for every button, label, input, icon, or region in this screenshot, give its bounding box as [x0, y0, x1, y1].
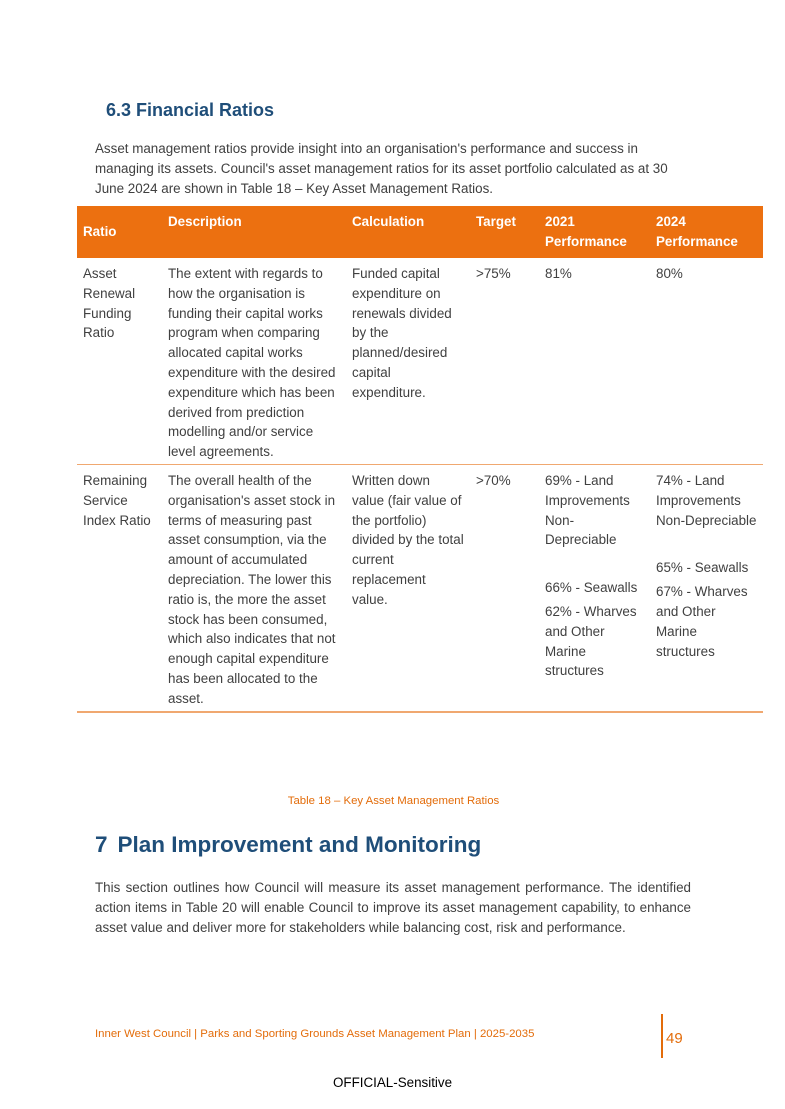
- cell-calculation: Written down value (fair value of the portfolio) divided by the total current replacement value.: [346, 464, 470, 711]
- cell-2021-performance: [539, 464, 650, 711]
- header-2021-performance: 2021 Performance: [539, 206, 650, 258]
- cell-calculation: Funded capital expenditure on renewals divided by the planned/desired capital expenditure.: [346, 258, 470, 464]
- perf-2024-land-improvements: 74% - Land Improvements Non-Depreciable: [656, 472, 757, 528]
- classification-label: OFFICIAL-Sensitive: [332, 1075, 453, 1090]
- perf-2024-value: 80%: [656, 266, 683, 281]
- cell-description: The extent with regards to how the organisation is funding their capital works program when comparing allocated capital works expenditure with the desired expenditure which has been derived from prediction modelling and/or service level agreements.: [162, 258, 346, 464]
- section7-title: Plan Improvement and Monitoring: [117, 832, 482, 857]
- table-row: [77, 258, 763, 464]
- header-calculation: Calculation: [346, 206, 470, 258]
- header-target: Target: [470, 206, 539, 258]
- cell-2021-performance: [539, 258, 650, 464]
- perf-2024-wharves: 67% - Wharves and Other Marine structures: [656, 584, 748, 659]
- table-caption: [0, 795, 785, 807]
- cell-target: >75%: [470, 258, 539, 464]
- cell-ratio: Remaining Service Index Ratio: [77, 464, 162, 711]
- header-2024-performance: 2024 Performance: [650, 206, 763, 258]
- cell-description: The overall health of the organisation's asset stock in terms of measuring past asset consumption, via the amount of accumulated depreciation. The lower this ratio is, the more the asset stock has been consumed, which also indicates that not enough capital expenditure has been allocated to the asset.: [162, 464, 346, 711]
- footer-divider: [661, 1014, 663, 1058]
- header-ratio: Ratio: [77, 206, 162, 258]
- perf-2021-seawalls: 66% - Seawalls: [545, 580, 638, 596]
- table-row: [77, 464, 763, 711]
- page-number: 49: [666, 1030, 683, 1047]
- header-description: Description: [162, 206, 346, 258]
- cell-target: >70%: [470, 464, 539, 711]
- cell-2024-performance: [650, 258, 763, 464]
- section7-number: 7: [95, 832, 108, 857]
- perf-2024-seawalls: 65% - Seawalls: [656, 560, 749, 576]
- table-caption-text: Table 18 – Key Asset Management Ratios: [287, 795, 500, 807]
- cell-ratio: Asset Renewal Funding Ratio: [77, 258, 162, 464]
- table-header-row: [77, 206, 763, 258]
- key-ratios-table: [77, 206, 763, 713]
- perf-2021-land-improvements: 69% - Land Improvements Non-Depreciable: [545, 472, 630, 548]
- intro-paragraph: Asset management ratios provide insight into an organisation's performance and success in managing its assets. Council's asset management ratios for its asset portfolio calculated as at 30 June 2024 are shown in Table 18 – Key Asset Management Ratios.: [95, 141, 668, 196]
- section7-heading: [95, 832, 481, 858]
- perf-2021-wharves: 62% - Wharves and Other Marine structures: [545, 603, 637, 679]
- cell-2024-performance: [650, 464, 763, 711]
- section7-paragraph: This section outlines how Council will measure its asset management performance. The identified action items in Table 20 will enable Council to improve its asset management capability, to enhance asset value and deliver more for stakeholders while balancing cost, risk and performance.: [95, 880, 691, 935]
- perf-2021-value: 81%: [545, 266, 572, 281]
- section-heading: 6.3 Financial Ratios: [106, 100, 275, 120]
- footer-text: Inner West Council | Parks and Sporting Grounds Asset Management Plan | 2025-2035: [95, 1028, 535, 1040]
